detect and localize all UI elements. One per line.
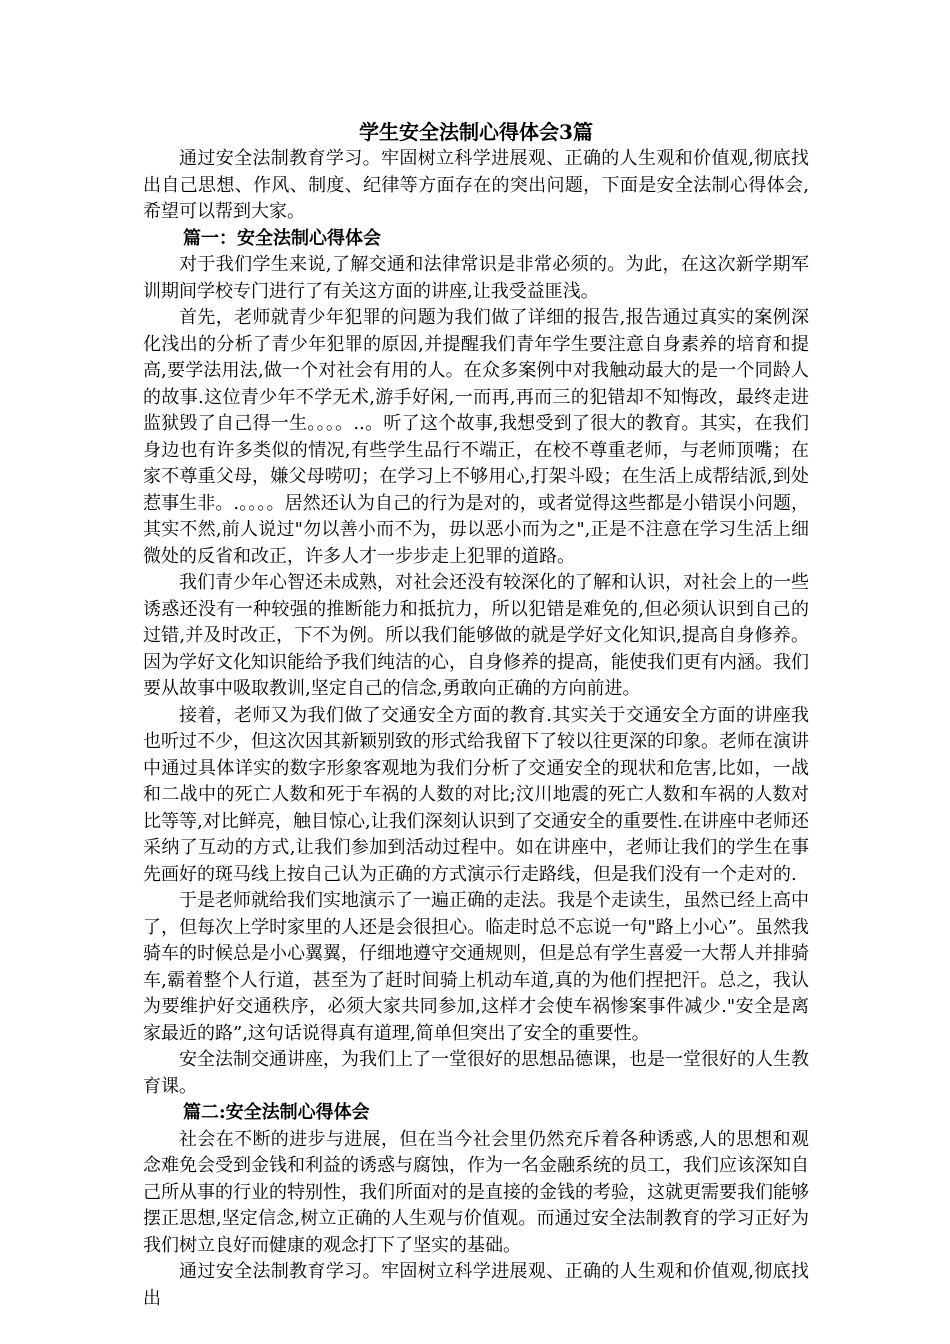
section-heading-1: 篇一：安全法制心得体会 [183, 227, 381, 249]
intro-paragraph: 通过安全法制教育学习。牢固树立科学进展观、正确的人生观和价值观,彻底找出自己思想、作风、制度、纪律等方面存在的突出问题，下面是安全法制心得体会,希望可以帮到大家。 [143, 148, 809, 222]
paragraph: 安全法制交通讲座，为我们上了一堂很好的思想品德课，也是一堂很好的人生教育课。 [143, 1049, 809, 1097]
paragraph: 社会在不断的进步与进展，但在当今社会里仍然充斥着各种诱惑,人的思想和观念难免会受到金钱和利益的诱惑与腐蚀，作为一名金融系统的员工，我们应该深知自己所从事的行业的特别性，我们所面对的是直接的金钱的考验，这就更需要我们能够摆正思想,坚定信念,树立正确的人生观与价值观。而通过安全法制教育的学习正好为我们树立良好而健康的观念打下了坚实的基础。 [143, 1128, 809, 1256]
paragraph: 通过安全法制教育学习。牢固树立科学进展观、正确的人生观和价值观,彻底找出 [143, 1261, 809, 1309]
document-title: 学生安全法制心得体会3篇 [359, 120, 593, 144]
paragraph: 对于我们学生来说,了解交通和法律常识是非常必须的。为此，在这次新学期军训期间学校专门进行了有关这方面的讲座,让我受益匪浅。 [143, 254, 809, 302]
paragraph: 接着，老师又为我们做了交通安全方面的教育.其实关于交通安全方面的讲座我也听过不少，但这次因其新颖别致的形式给我留下了较以往更深的印象。老师在演讲中通过具体详实的数字形象客观地为我们分析了交通安全的现状和危害,比如，一战和二战中的死亡人数和死于车祸的人数的对比;汶川地震的死亡人数和车祸的人数对比等等,对比鲜亮，触目惊心,让我们深刻认识到了交通安全的重要性.在讲座中老师还采纳了互动的方式,让我们参加到活动过程中。如在讲座中，老师让我们的学生在事先画好的斑马线上按自己认为正确的方式演示行走路线，但是我们没有一个走对的. [143, 704, 809, 885]
paragraph: 首先，老师就青少年犯罪的问题为我们做了详细的报告,报告通过真实的案例深化浅出的分析了青少年犯罪的原因,并提醒我们青年学生要注意自身素养的培育和提高,要学法用法,做一个对社会有用的人。在众多案例中对我触动最大的是一个同龄人的故事.这位青少年不学无术,游手好闲,一而再,再而三的犯错却不知悔改，最终走进监狱毁了自己得一生。。。。..。听了这个故事,我想受到了很大的教育。其实，在我们身边也有许多类似的情况,有些学生品行不端正，在校不尊重老师，与老师顶嘴；在家不尊重父母，嫌父母唠叨；在学习上不够用心,打架斗殴；在生活上成帮结派,到处惹事生非。.。。。。居然还认为自己的行为是对的，或者觉得这些都是小错误小问题，其实不然,前人说过"勿以善小而不为，毋以恶小而为之",正是不注意在学习生活上细微处的反省和改正，许多人才一步步走上犯罪的道路。 [143, 307, 809, 567]
paragraph: 我们青少年心智还未成熟，对社会还没有较深化的了解和认识，对社会上的一些诱惑还没有一种较强的推断能力和抵抗力，所以犯错是难免的,但必须认识到自己的过错,并及时改正，下不为例。所以我们能够做的就是学好文化知识,提高自身修养。因为学好文化知识能给予我们纯洁的心，自身修养的提高，能使我们更有内涵。我们要从故事中吸取教训,坚定自己的信念,勇敢向正确的方向前进。 [143, 572, 809, 699]
document-page [143, 118, 809, 1312]
section-heading-2: 篇二:安全法制心得体会 [183, 1102, 370, 1123]
paragraph: 于是老师就给我们实地演示了一遍正确的走法。我是个走读生，虽然已经上高中了，但每次上学时家里的人还是会很担心。临走时总不忘说一句"路上小心”。虽然我骑车的时候总是小心翼翼，仔细地遵守交通规则，但是总有学生喜爱一大帮人并排骑车,霸着整个人行道，甚至为了赶时间骑上机动车道,真的为他们捏把汗。总之，我认为要维护好交通秩序，必须大家共同参加,这样才会使车祸惨案事件减少."安全是离家最近的路”,这句话说得真有道理,简单但突出了安全的重要性。 [143, 890, 809, 1044]
